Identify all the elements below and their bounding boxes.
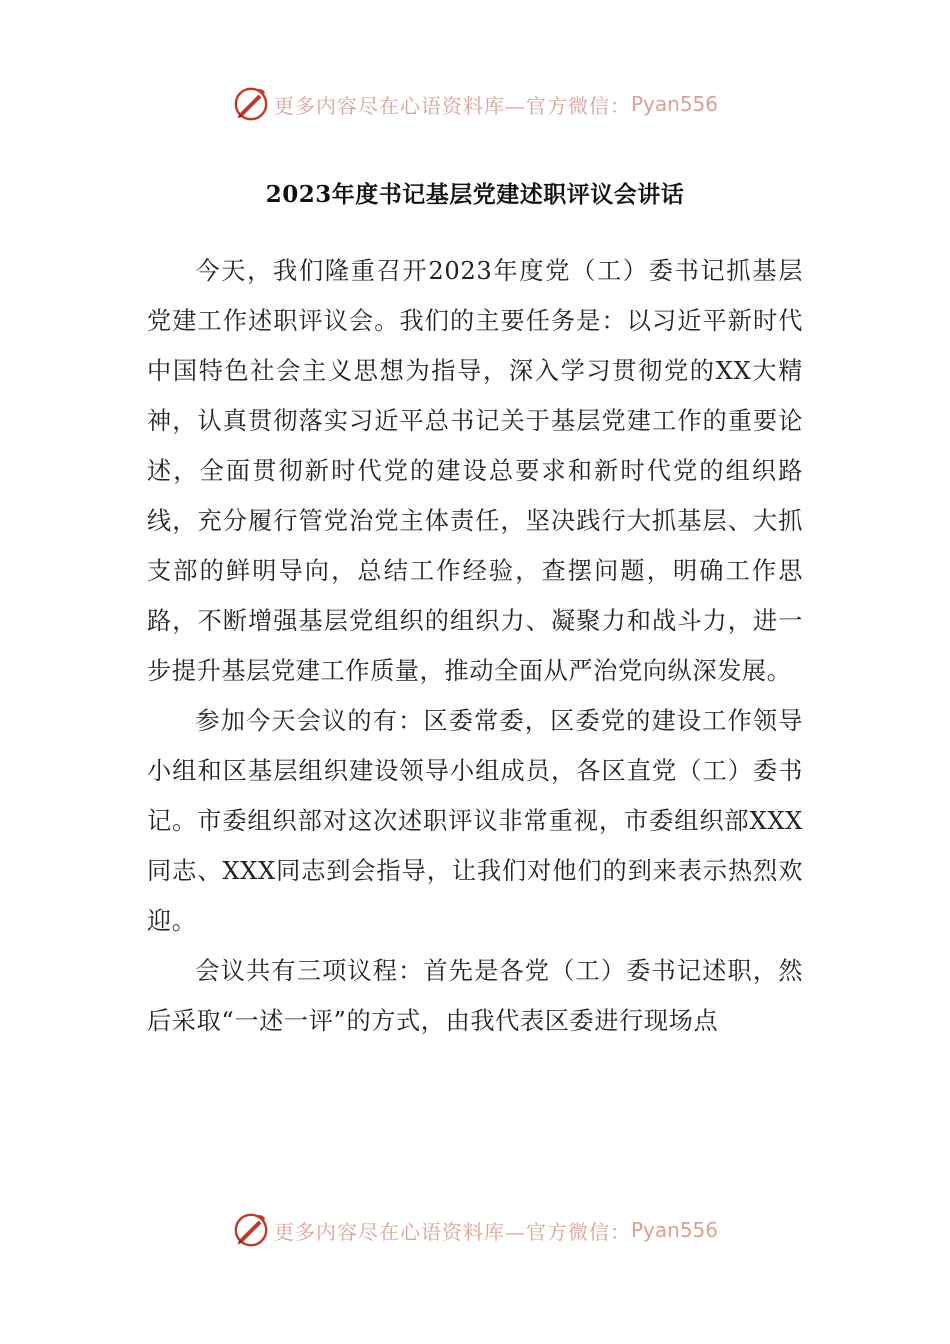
paragraph: 参加今天会议的有：区委常委，区委党的建设工作领导小组和区基层组织建设领导小组成员，各区直党（工）委书记。市委组织部对这次述职评议非常重视，市委组织部XXX同志、XXX同志到会指导，让我们对他们的到来表示热烈欢迎。: [147, 707, 803, 935]
footer-watermark-banner: [0, 1208, 950, 1252]
pen-circle-logo-icon: [232, 1211, 270, 1249]
banner-text: 更多内容尽在心语资料库—官方微信：: [273, 93, 631, 118]
paragraph: 今天，我们隆重召开2023年度党（工）委书记抓基层党建工作述职评议会。我们的主要任务是：以习近平新时代中国特色社会主义思想为指导，深入学习贯彻党的XX大精神，认真贯彻落实习近平总书记关于基层党建工作的重要论述，全面贯彻新时代党的建设总要求和新时代党的组织路线，充分履行管党治党主体责任，坚决践行大抓基层、大抓支部的鲜明导向，总结工作经验，查摆问题，明确工作思路，不断增强基层党组织的组织力、凝聚力和战斗力，进一步提升基层党建工作质量，推动全面从严治党向纵深发展。: [147, 257, 803, 685]
pen-circle-logo-icon: [232, 85, 270, 123]
document-title: 2023年度书记基层党建述职评议会讲话: [265, 181, 685, 208]
banner-wechat-id: Pyan556: [630, 92, 718, 116]
banner-text: 更多内容尽在心语资料库—官方微信：: [273, 1219, 631, 1244]
document-body: [147, 246, 803, 1046]
paragraph: 会议共有三项议程：首先是各党（工）委书记述职，然后采取“一述一评”的方式，由我代表区委进行现场点: [147, 957, 803, 1035]
banner-wechat-id: Pyan556: [630, 1218, 718, 1242]
header-watermark-banner: [0, 82, 950, 126]
